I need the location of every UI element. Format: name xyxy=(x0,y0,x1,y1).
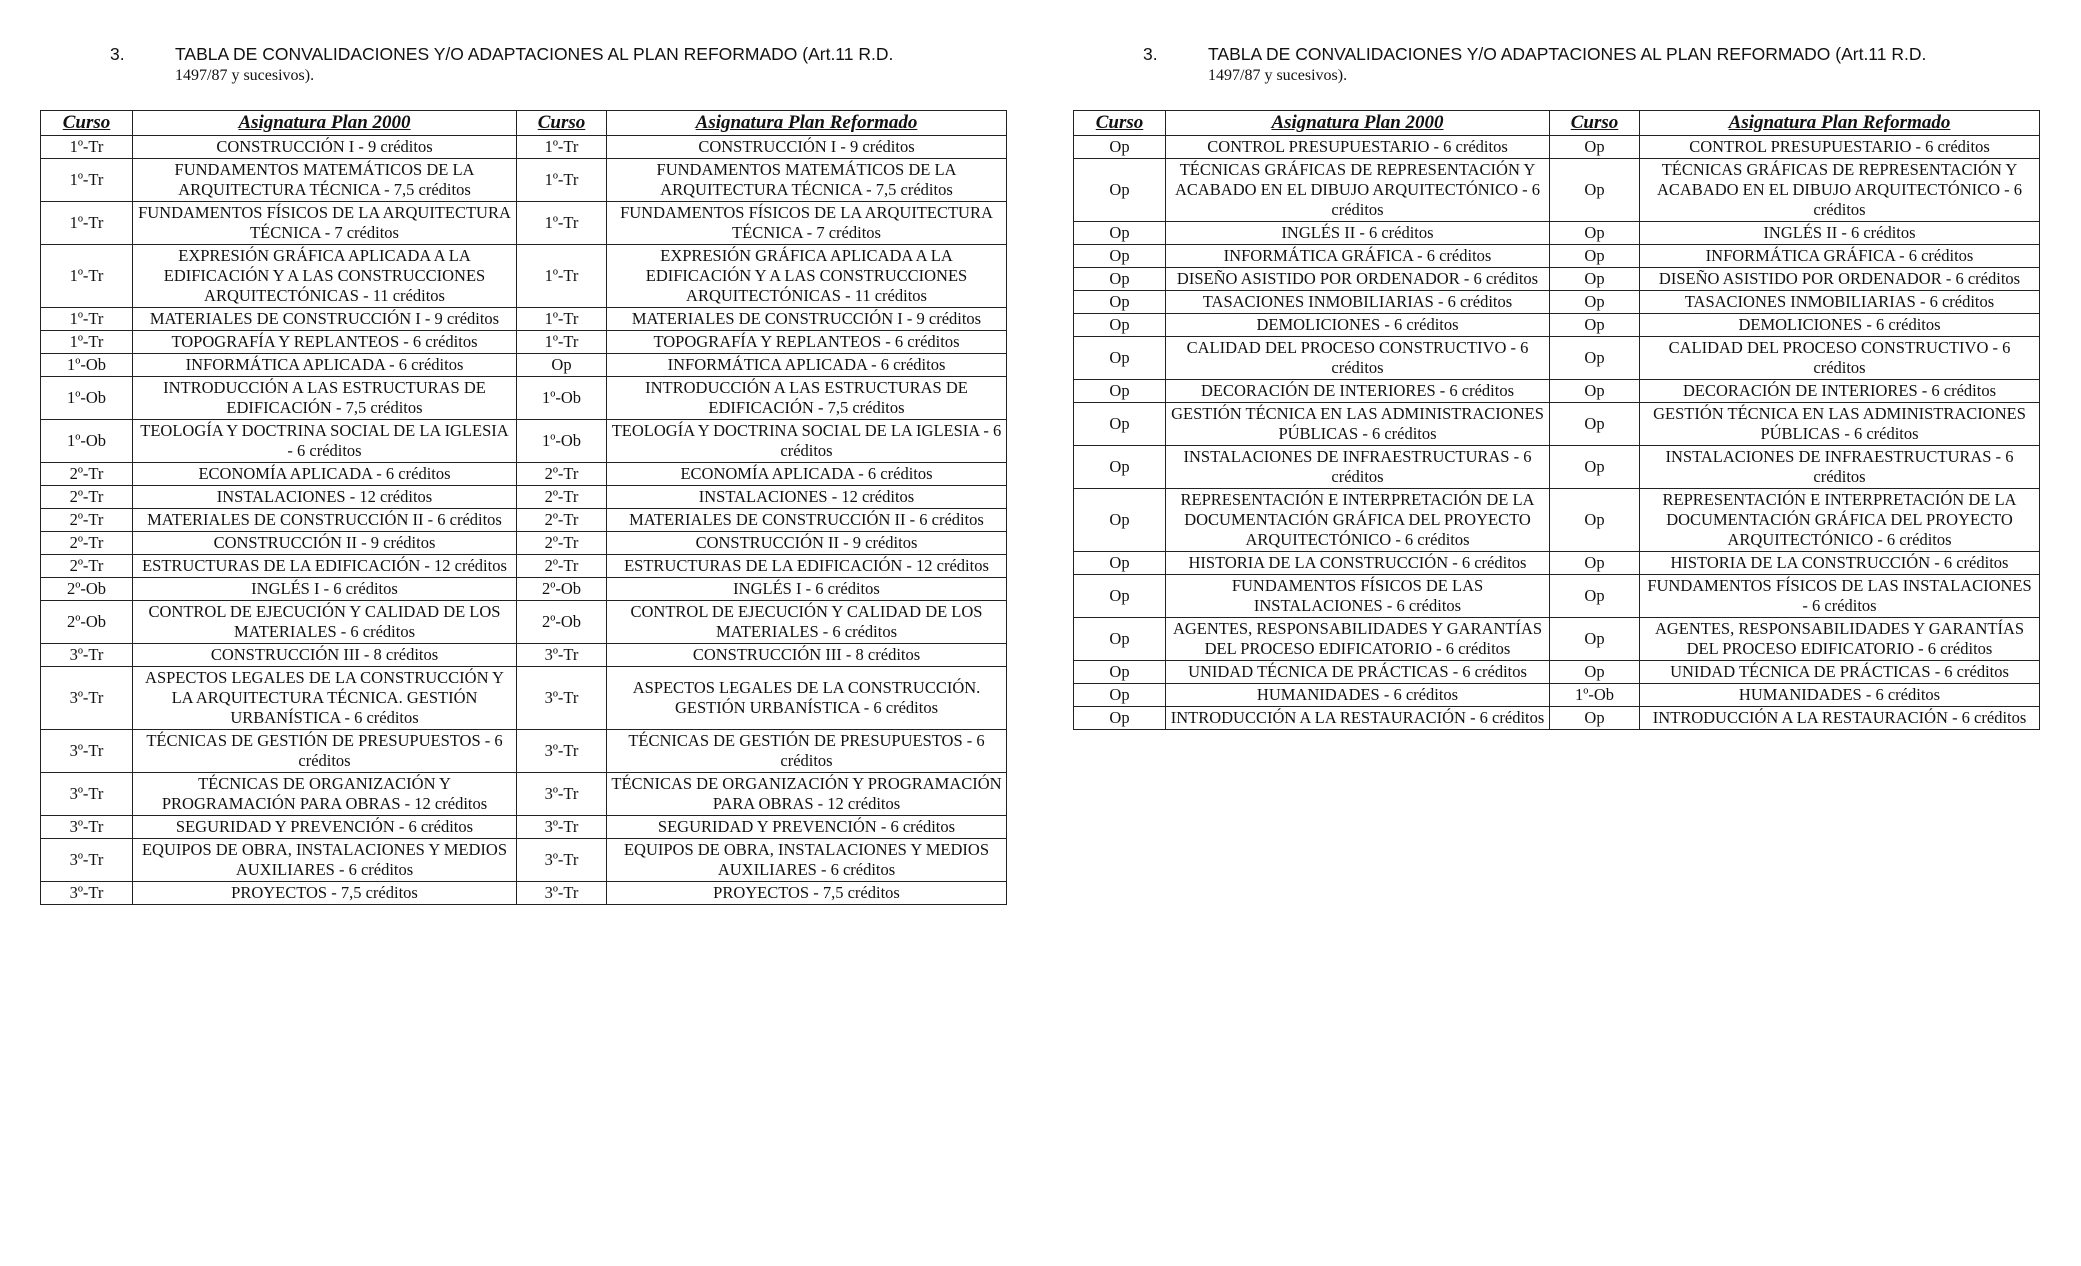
section-title: TABLA DE CONVALIDACIONES Y/O ADAPTACIONES AL PLAN REFORMADO (Art.11 R.D. xyxy=(175,44,894,64)
curso-plan-2000-cell: 3º-Tr xyxy=(41,816,133,839)
table-header-row xyxy=(41,111,1007,136)
curso-reformado-cell: 1º-Ob xyxy=(1550,684,1640,707)
curso-reformado-cell: Op xyxy=(1550,291,1640,314)
table-row xyxy=(1074,661,2040,684)
curso-reformado-cell: Op xyxy=(1550,159,1640,222)
asignatura-reformado-cell: HUMANIDADES - 6 créditos xyxy=(1640,684,2040,707)
curso-reformado-cell: Op xyxy=(1550,337,1640,380)
asignatura-reformado-cell: DISEÑO ASISTIDO POR ORDENADOR - 6 créditos xyxy=(1640,268,2040,291)
section-number: 3. xyxy=(110,44,125,64)
curso-reformado-cell: 1º-Ob xyxy=(517,420,607,463)
curso-plan-2000-cell: Op xyxy=(1074,245,1166,268)
table-row xyxy=(1074,446,2040,489)
table-row xyxy=(1074,489,2040,552)
table-row xyxy=(41,839,1007,882)
asignatura-reformado-cell: TEOLOGÍA Y DOCTRINA SOCIAL DE LA IGLESIA - 6 créditos xyxy=(607,420,1007,463)
asignatura-reformado-cell: INGLÉS I - 6 créditos xyxy=(607,578,1007,601)
header-curso-reformado: Curso xyxy=(1550,111,1640,136)
asignatura-plan-2000-cell: TASACIONES INMOBILIARIAS - 6 créditos xyxy=(1166,291,1550,314)
asignatura-reformado-cell: EQUIPOS DE OBRA, INSTALACIONES Y MEDIOS AUXILIARES - 6 créditos xyxy=(607,839,1007,882)
table-row xyxy=(1074,618,2040,661)
asignatura-reformado-cell: FUNDAMENTOS FÍSICOS DE LA ARQUITECTURA TÉCNICA - 7 créditos xyxy=(607,202,1007,245)
asignatura-plan-2000-cell: FUNDAMENTOS MATEMÁTICOS DE LA ARQUITECTURA TÉCNICA - 7,5 créditos xyxy=(133,159,517,202)
asignatura-reformado-cell: INSTALACIONES DE INFRAESTRUCTURAS - 6 créditos xyxy=(1640,446,2040,489)
curso-plan-2000-cell: 1º-Tr xyxy=(41,245,133,308)
header-asignatura-plan-reformado: Asignatura Plan Reformado xyxy=(1640,111,2040,136)
table-row xyxy=(41,331,1007,354)
section-heading xyxy=(40,44,1006,88)
asignatura-plan-2000-cell: TÉCNICAS DE GESTIÓN DE PRESUPUESTOS - 6 créditos xyxy=(133,730,517,773)
curso-plan-2000-cell: 1º-Tr xyxy=(41,308,133,331)
asignatura-plan-2000-cell: SEGURIDAD Y PREVENCIÓN - 6 créditos xyxy=(133,816,517,839)
curso-plan-2000-cell: Op xyxy=(1074,489,1166,552)
table-row xyxy=(1074,552,2040,575)
asignatura-plan-2000-cell: HUMANIDADES - 6 créditos xyxy=(1166,684,1550,707)
curso-plan-2000-cell: 1º-Ob xyxy=(41,377,133,420)
curso-plan-2000-cell: 2º-Tr xyxy=(41,532,133,555)
asignatura-plan-2000-cell: TEOLOGÍA Y DOCTRINA SOCIAL DE LA IGLESIA - 6 créditos xyxy=(133,420,517,463)
curso-reformado-cell: Op xyxy=(1550,446,1640,489)
asignatura-plan-2000-cell: EXPRESIÓN GRÁFICA APLICADA A LA EDIFICACIÓN Y A LAS CONSTRUCCIONES ARQUITECTÓNICAS - 11 créditos xyxy=(133,245,517,308)
table-row xyxy=(1074,684,2040,707)
asignatura-reformado-cell: CALIDAD DEL PROCESO CONSTRUCTIVO - 6 créditos xyxy=(1640,337,2040,380)
asignatura-plan-2000-cell: MATERIALES DE CONSTRUCCIÓN II - 6 créditos xyxy=(133,509,517,532)
asignatura-plan-2000-cell: EQUIPOS DE OBRA, INSTALACIONES Y MEDIOS AUXILIARES - 6 créditos xyxy=(133,839,517,882)
equivalence-table-left xyxy=(40,110,1007,905)
curso-plan-2000-cell: 3º-Tr xyxy=(41,644,133,667)
curso-plan-2000-cell: Op xyxy=(1074,552,1166,575)
curso-plan-2000-cell: 1º-Tr xyxy=(41,331,133,354)
header-asignatura-plan-2000: Asignatura Plan 2000 xyxy=(1166,111,1550,136)
section-number: 3. xyxy=(1143,44,1158,64)
table-row xyxy=(41,354,1007,377)
asignatura-reformado-cell: ECONOMÍA APLICADA - 6 créditos xyxy=(607,463,1007,486)
table-row xyxy=(1074,707,2040,730)
table-row xyxy=(1074,268,2040,291)
table-row xyxy=(41,816,1007,839)
curso-plan-2000-cell: Op xyxy=(1074,159,1166,222)
asignatura-reformado-cell: CONSTRUCCIÓN I - 9 créditos xyxy=(607,136,1007,159)
asignatura-reformado-cell: FUNDAMENTOS FÍSICOS DE LAS INSTALACIONES - 6 créditos xyxy=(1640,575,2040,618)
asignatura-plan-2000-cell: MATERIALES DE CONSTRUCCIÓN I - 9 créditos xyxy=(133,308,517,331)
table-row xyxy=(1074,380,2040,403)
curso-plan-2000-cell: Op xyxy=(1074,684,1166,707)
curso-reformado-cell: 2º-Ob xyxy=(517,578,607,601)
asignatura-plan-2000-cell: INGLÉS II - 6 créditos xyxy=(1166,222,1550,245)
table-row xyxy=(41,308,1007,331)
curso-plan-2000-cell: 1º-Tr xyxy=(41,159,133,202)
curso-plan-2000-cell: Op xyxy=(1074,314,1166,337)
asignatura-plan-2000-cell: CONSTRUCCIÓN II - 9 créditos xyxy=(133,532,517,555)
section-subtitle: 1497/87 y sucesivos). xyxy=(1208,67,1348,84)
asignatura-plan-2000-cell: DISEÑO ASISTIDO POR ORDENADOR - 6 créditos xyxy=(1166,268,1550,291)
asignatura-plan-2000-cell: TOPOGRAFÍA Y REPLANTEOS - 6 créditos xyxy=(133,331,517,354)
curso-reformado-cell: Op xyxy=(1550,245,1640,268)
curso-reformado-cell: Op xyxy=(1550,552,1640,575)
asignatura-reformado-cell: HISTORIA DE LA CONSTRUCCIÓN - 6 créditos xyxy=(1640,552,2040,575)
curso-plan-2000-cell: 3º-Tr xyxy=(41,773,133,816)
curso-reformado-cell: Op xyxy=(1550,707,1640,730)
curso-reformado-cell: 3º-Tr xyxy=(517,773,607,816)
curso-reformado-cell: 3º-Tr xyxy=(517,644,607,667)
curso-plan-2000-cell: Op xyxy=(1074,268,1166,291)
table-header-row xyxy=(1074,111,2040,136)
curso-reformado-cell: Op xyxy=(1550,314,1640,337)
asignatura-plan-2000-cell: INTRODUCCIÓN A LAS ESTRUCTURAS DE EDIFICACIÓN - 7,5 créditos xyxy=(133,377,517,420)
curso-plan-2000-cell: Op xyxy=(1074,380,1166,403)
asignatura-plan-2000-cell: INFORMÁTICA APLICADA - 6 créditos xyxy=(133,354,517,377)
asignatura-plan-2000-cell: INSTALACIONES DE INFRAESTRUCTURAS - 6 créditos xyxy=(1166,446,1550,489)
curso-reformado-cell: 1º-Tr xyxy=(517,136,607,159)
curso-reformado-cell: 1º-Tr xyxy=(517,159,607,202)
asignatura-plan-2000-cell: TÉCNICAS DE ORGANIZACIÓN Y PROGRAMACIÓN PARA OBRAS - 12 créditos xyxy=(133,773,517,816)
curso-plan-2000-cell: Op xyxy=(1074,403,1166,446)
asignatura-plan-2000-cell: INFORMÁTICA GRÁFICA - 6 créditos xyxy=(1166,245,1550,268)
table-row xyxy=(41,730,1007,773)
table-row xyxy=(41,601,1007,644)
curso-reformado-cell: Op xyxy=(1550,268,1640,291)
table-row xyxy=(41,463,1007,486)
table-row xyxy=(41,377,1007,420)
asignatura-reformado-cell: ESTRUCTURAS DE LA EDIFICACIÓN - 12 créditos xyxy=(607,555,1007,578)
asignatura-plan-2000-cell: PROYECTOS - 7,5 créditos xyxy=(133,882,517,905)
curso-reformado-cell: 1º-Ob xyxy=(517,377,607,420)
table-row xyxy=(41,486,1007,509)
header-curso: Curso xyxy=(41,111,133,136)
curso-reformado-cell: 2º-Tr xyxy=(517,486,607,509)
curso-reformado-cell: 2º-Tr xyxy=(517,532,607,555)
left-page xyxy=(40,44,1006,905)
curso-reformado-cell: Op xyxy=(1550,489,1640,552)
asignatura-plan-2000-cell: INTRODUCCIÓN A LA RESTAURACIÓN - 6 créditos xyxy=(1166,707,1550,730)
curso-reformado-cell: 1º-Tr xyxy=(517,202,607,245)
asignatura-reformado-cell: REPRESENTACIÓN E INTERPRETACIÓN DE LA DOCUMENTACIÓN GRÁFICA DEL PROYECTO ARQUITECTÓNICO - 6 créditos xyxy=(1640,489,2040,552)
table-row xyxy=(1074,222,2040,245)
table-row xyxy=(41,202,1007,245)
equivalence-table-right xyxy=(1073,110,2040,730)
curso-plan-2000-cell: 2º-Tr xyxy=(41,486,133,509)
asignatura-reformado-cell: TÉCNICAS DE ORGANIZACIÓN Y PROGRAMACIÓN PARA OBRAS - 12 créditos xyxy=(607,773,1007,816)
table-row xyxy=(1074,403,2040,446)
curso-reformado-cell: Op xyxy=(1550,618,1640,661)
asignatura-plan-2000-cell: DECORACIÓN DE INTERIORES - 6 créditos xyxy=(1166,380,1550,403)
asignatura-reformado-cell: INFORMÁTICA GRÁFICA - 6 créditos xyxy=(1640,245,2040,268)
curso-reformado-cell: Op xyxy=(517,354,607,377)
table-row xyxy=(41,136,1007,159)
curso-plan-2000-cell: 2º-Tr xyxy=(41,555,133,578)
asignatura-plan-2000-cell: INGLÉS I - 6 créditos xyxy=(133,578,517,601)
curso-plan-2000-cell: Op xyxy=(1074,136,1166,159)
section-title: TABLA DE CONVALIDACIONES Y/O ADAPTACIONES AL PLAN REFORMADO (Art.11 R.D. xyxy=(1208,44,1927,64)
curso-plan-2000-cell: 1º-Tr xyxy=(41,202,133,245)
table-row xyxy=(41,644,1007,667)
curso-reformado-cell: 3º-Tr xyxy=(517,816,607,839)
section-heading xyxy=(1073,44,2039,88)
table-row xyxy=(41,245,1007,308)
asignatura-plan-2000-cell: HISTORIA DE LA CONSTRUCCIÓN - 6 créditos xyxy=(1166,552,1550,575)
asignatura-reformado-cell: SEGURIDAD Y PREVENCIÓN - 6 créditos xyxy=(607,816,1007,839)
table-row xyxy=(1074,136,2040,159)
asignatura-plan-2000-cell: GESTIÓN TÉCNICA EN LAS ADMINISTRACIONES PÚBLICAS - 6 créditos xyxy=(1166,403,1550,446)
curso-plan-2000-cell: 3º-Tr xyxy=(41,730,133,773)
table-row xyxy=(41,555,1007,578)
asignatura-plan-2000-cell: REPRESENTACIÓN E INTERPRETACIÓN DE LA DOCUMENTACIÓN GRÁFICA DEL PROYECTO ARQUITECTÓNICO - 6 créditos xyxy=(1166,489,1550,552)
curso-reformado-cell: Op xyxy=(1550,661,1640,684)
asignatura-reformado-cell: CONSTRUCCIÓN II - 9 créditos xyxy=(607,532,1007,555)
curso-reformado-cell: 2º-Tr xyxy=(517,463,607,486)
curso-reformado-cell: Op xyxy=(1550,222,1640,245)
curso-plan-2000-cell: 1º-Ob xyxy=(41,420,133,463)
asignatura-reformado-cell: TÉCNICAS GRÁFICAS DE REPRESENTACIÓN Y ACABADO EN EL DIBUJO ARQUITECTÓNICO - 6 créditos xyxy=(1640,159,2040,222)
asignatura-reformado-cell: TASACIONES INMOBILIARIAS - 6 créditos xyxy=(1640,291,2040,314)
table-row xyxy=(1074,291,2040,314)
asignatura-reformado-cell: TOPOGRAFÍA Y REPLANTEOS - 6 créditos xyxy=(607,331,1007,354)
curso-plan-2000-cell: Op xyxy=(1074,337,1166,380)
curso-plan-2000-cell: 2º-Ob xyxy=(41,578,133,601)
asignatura-reformado-cell: AGENTES, RESPONSABILIDADES Y GARANTÍAS DEL PROCESO EDIFICATORIO - 6 créditos xyxy=(1640,618,2040,661)
curso-reformado-cell: 3º-Tr xyxy=(517,667,607,730)
asignatura-plan-2000-cell: CONSTRUCCIÓN III - 8 créditos xyxy=(133,644,517,667)
asignatura-reformado-cell: INGLÉS II - 6 créditos xyxy=(1640,222,2040,245)
table-row xyxy=(1074,337,2040,380)
asignatura-reformado-cell: CONTROL DE EJECUCIÓN Y CALIDAD DE LOS MATERIALES - 6 créditos xyxy=(607,601,1007,644)
asignatura-reformado-cell: CONTROL PRESUPUESTARIO - 6 créditos xyxy=(1640,136,2040,159)
asignatura-plan-2000-cell: DEMOLICIONES - 6 créditos xyxy=(1166,314,1550,337)
asignatura-plan-2000-cell: AGENTES, RESPONSABILIDADES Y GARANTÍAS DEL PROCESO EDIFICATORIO - 6 créditos xyxy=(1166,618,1550,661)
asignatura-reformado-cell: UNIDAD TÉCNICA DE PRÁCTICAS - 6 créditos xyxy=(1640,661,2040,684)
curso-plan-2000-cell: 3º-Tr xyxy=(41,839,133,882)
curso-plan-2000-cell: Op xyxy=(1074,707,1166,730)
table-row xyxy=(41,773,1007,816)
curso-plan-2000-cell: 2º-Tr xyxy=(41,463,133,486)
curso-plan-2000-cell: Op xyxy=(1074,575,1166,618)
curso-reformado-cell: 3º-Tr xyxy=(517,839,607,882)
asignatura-reformado-cell: GESTIÓN TÉCNICA EN LAS ADMINISTRACIONES PÚBLICAS - 6 créditos xyxy=(1640,403,2040,446)
asignatura-plan-2000-cell: ASPECTOS LEGALES DE LA CONSTRUCCIÓN Y LA ARQUITECTURA TÉCNICA. GESTIÓN URBANÍSTICA - 6 créditos xyxy=(133,667,517,730)
asignatura-reformado-cell: ASPECTOS LEGALES DE LA CONSTRUCCIÓN. GESTIÓN URBANÍSTICA - 6 créditos xyxy=(607,667,1007,730)
asignatura-plan-2000-cell: CALIDAD DEL PROCESO CONSTRUCTIVO - 6 créditos xyxy=(1166,337,1550,380)
table-row xyxy=(41,578,1007,601)
asignatura-reformado-cell: PROYECTOS - 7,5 créditos xyxy=(607,882,1007,905)
asignatura-reformado-cell: INFORMÁTICA APLICADA - 6 créditos xyxy=(607,354,1007,377)
curso-plan-2000-cell: 2º-Ob xyxy=(41,601,133,644)
asignatura-plan-2000-cell: ECONOMÍA APLICADA - 6 créditos xyxy=(133,463,517,486)
table-row xyxy=(41,667,1007,730)
asignatura-reformado-cell: EXPRESIÓN GRÁFICA APLICADA A LA EDIFICACIÓN Y A LAS CONSTRUCCIONES ARQUITECTÓNICAS - 11 créditos xyxy=(607,245,1007,308)
asignatura-plan-2000-cell: FUNDAMENTOS FÍSICOS DE LAS INSTALACIONES - 6 créditos xyxy=(1166,575,1550,618)
curso-reformado-cell: Op xyxy=(1550,575,1640,618)
right-page xyxy=(1073,44,2039,730)
asignatura-reformado-cell: TÉCNICAS DE GESTIÓN DE PRESUPUESTOS - 6 créditos xyxy=(607,730,1007,773)
asignatura-plan-2000-cell: ESTRUCTURAS DE LA EDIFICACIÓN - 12 créditos xyxy=(133,555,517,578)
table-row xyxy=(1074,159,2040,222)
curso-reformado-cell: Op xyxy=(1550,380,1640,403)
section-subtitle: 1497/87 y sucesivos). xyxy=(175,67,315,84)
curso-plan-2000-cell: 1º-Ob xyxy=(41,354,133,377)
asignatura-reformado-cell: DECORACIÓN DE INTERIORES - 6 créditos xyxy=(1640,380,2040,403)
asignatura-plan-2000-cell: CONSTRUCCIÓN I - 9 créditos xyxy=(133,136,517,159)
curso-reformado-cell: 2º-Tr xyxy=(517,555,607,578)
table-row xyxy=(1074,245,2040,268)
asignatura-plan-2000-cell: FUNDAMENTOS FÍSICOS DE LA ARQUITECTURA TÉCNICA - 7 créditos xyxy=(133,202,517,245)
table-row xyxy=(1074,575,2040,618)
asignatura-plan-2000-cell: TÉCNICAS GRÁFICAS DE REPRESENTACIÓN Y ACABADO EN EL DIBUJO ARQUITECTÓNICO - 6 créditos xyxy=(1166,159,1550,222)
table-row xyxy=(1074,314,2040,337)
curso-plan-2000-cell: 3º-Tr xyxy=(41,667,133,730)
table-row xyxy=(41,882,1007,905)
asignatura-reformado-cell: INSTALACIONES - 12 créditos xyxy=(607,486,1007,509)
header-asignatura-plan-2000: Asignatura Plan 2000 xyxy=(133,111,517,136)
asignatura-plan-2000-cell: INSTALACIONES - 12 créditos xyxy=(133,486,517,509)
asignatura-plan-2000-cell: CONTROL DE EJECUCIÓN Y CALIDAD DE LOS MATERIALES - 6 créditos xyxy=(133,601,517,644)
curso-plan-2000-cell: 1º-Tr xyxy=(41,136,133,159)
table-row xyxy=(41,159,1007,202)
header-curso-reformado: Curso xyxy=(517,111,607,136)
curso-plan-2000-cell: Op xyxy=(1074,446,1166,489)
curso-reformado-cell: 1º-Tr xyxy=(517,245,607,308)
curso-reformado-cell: 1º-Tr xyxy=(517,331,607,354)
table-row xyxy=(41,420,1007,463)
asignatura-reformado-cell: MATERIALES DE CONSTRUCCIÓN II - 6 créditos xyxy=(607,509,1007,532)
asignatura-reformado-cell: DEMOLICIONES - 6 créditos xyxy=(1640,314,2040,337)
curso-plan-2000-cell: Op xyxy=(1074,291,1166,314)
curso-reformado-cell: 2º-Ob xyxy=(517,601,607,644)
curso-plan-2000-cell: Op xyxy=(1074,222,1166,245)
curso-reformado-cell: 2º-Tr xyxy=(517,509,607,532)
curso-plan-2000-cell: Op xyxy=(1074,661,1166,684)
header-curso: Curso xyxy=(1074,111,1166,136)
asignatura-reformado-cell: FUNDAMENTOS MATEMÁTICOS DE LA ARQUITECTURA TÉCNICA - 7,5 créditos xyxy=(607,159,1007,202)
asignatura-reformado-cell: CONSTRUCCIÓN III - 8 créditos xyxy=(607,644,1007,667)
header-asignatura-plan-reformado: Asignatura Plan Reformado xyxy=(607,111,1007,136)
curso-reformado-cell: Op xyxy=(1550,403,1640,446)
asignatura-reformado-cell: INTRODUCCIÓN A LAS ESTRUCTURAS DE EDIFICACIÓN - 7,5 créditos xyxy=(607,377,1007,420)
curso-reformado-cell: 1º-Tr xyxy=(517,308,607,331)
curso-plan-2000-cell: 2º-Tr xyxy=(41,509,133,532)
table-row xyxy=(41,509,1007,532)
curso-plan-2000-cell: Op xyxy=(1074,618,1166,661)
curso-reformado-cell: 3º-Tr xyxy=(517,730,607,773)
asignatura-reformado-cell: INTRODUCCIÓN A LA RESTAURACIÓN - 6 créditos xyxy=(1640,707,2040,730)
curso-reformado-cell: 3º-Tr xyxy=(517,882,607,905)
curso-reformado-cell: Op xyxy=(1550,136,1640,159)
asignatura-plan-2000-cell: UNIDAD TÉCNICA DE PRÁCTICAS - 6 créditos xyxy=(1166,661,1550,684)
asignatura-plan-2000-cell: CONTROL PRESUPUESTARIO - 6 créditos xyxy=(1166,136,1550,159)
asignatura-reformado-cell: MATERIALES DE CONSTRUCCIÓN I - 9 créditos xyxy=(607,308,1007,331)
table-row xyxy=(41,532,1007,555)
curso-plan-2000-cell: 3º-Tr xyxy=(41,882,133,905)
